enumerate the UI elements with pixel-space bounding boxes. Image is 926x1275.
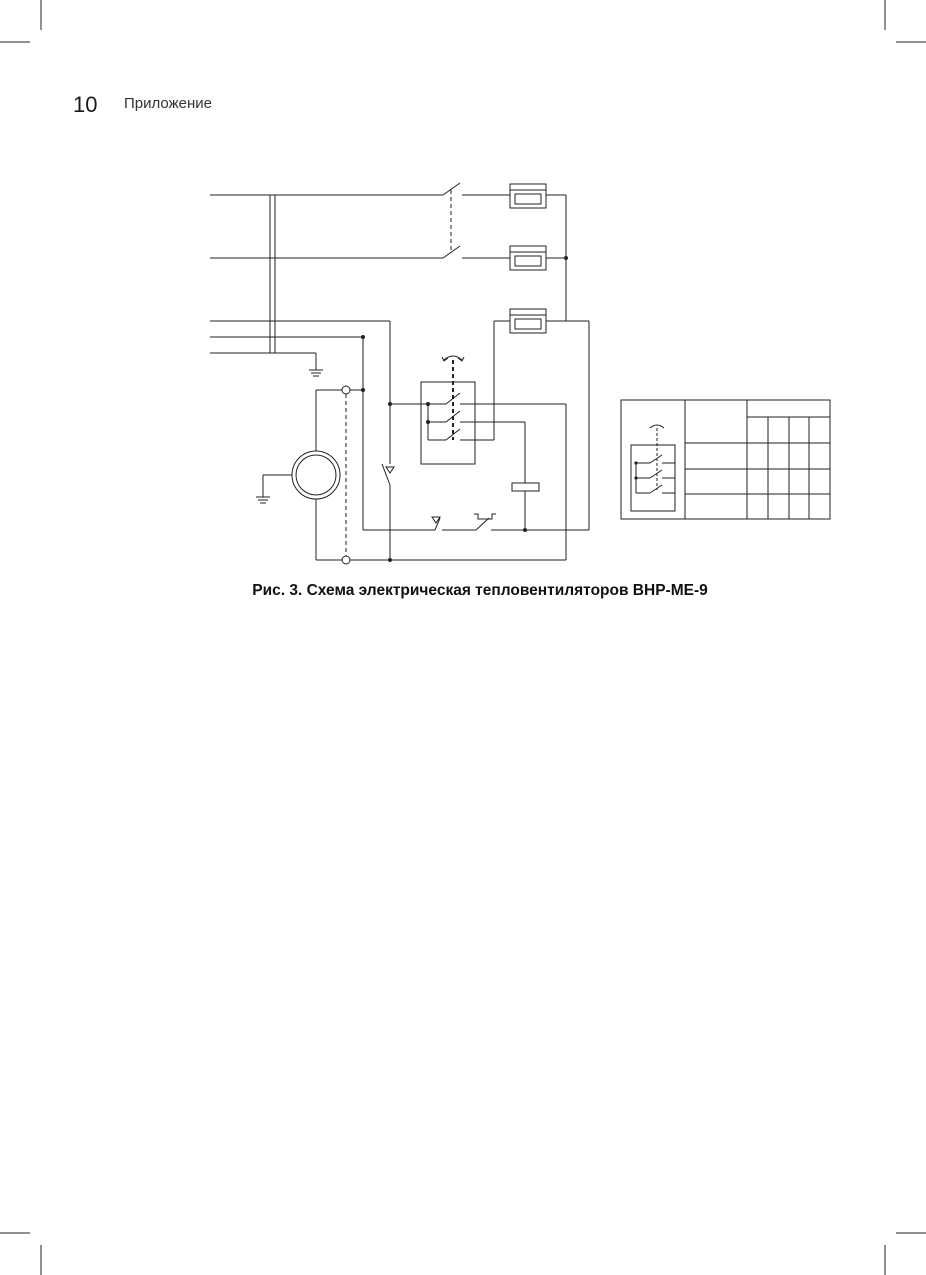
figure-caption: Рис. 3. Схема электрическая тепловентиляторов ВНР-МЕ-9 (252, 582, 708, 599)
section-title: Приложение (124, 95, 212, 112)
switch-position-table (621, 400, 830, 519)
page-number: 10 (73, 92, 98, 117)
